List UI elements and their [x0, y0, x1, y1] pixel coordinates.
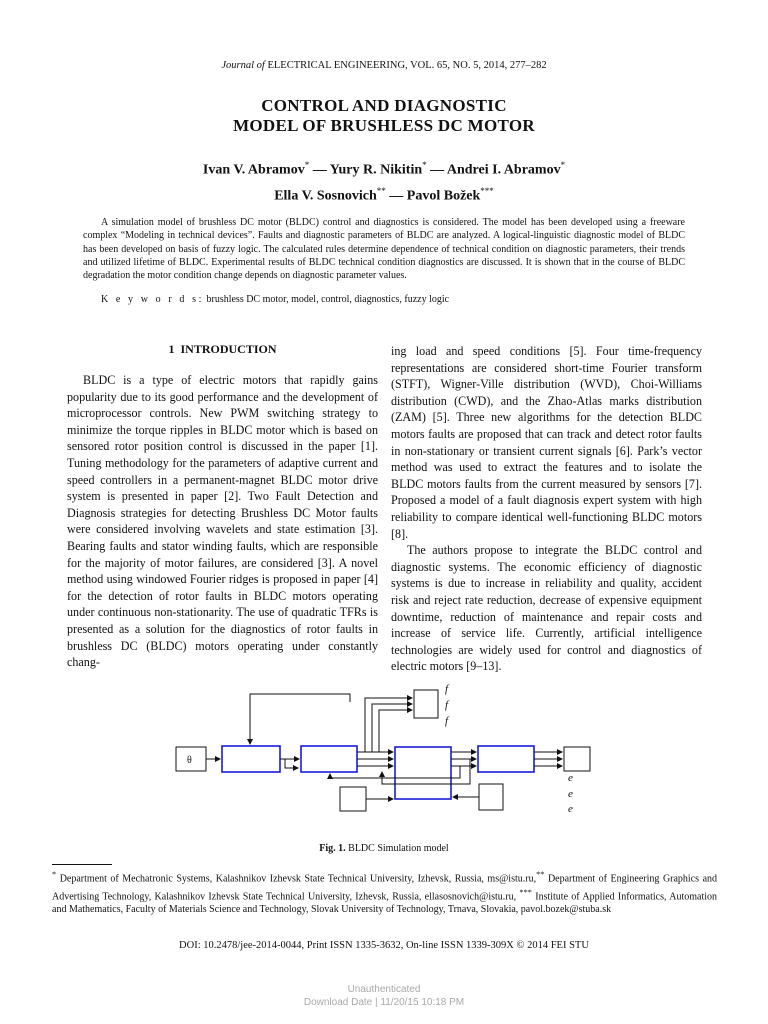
motor-block	[395, 747, 451, 799]
author-name: Pavol Božek	[406, 188, 481, 204]
author-separator: —	[309, 162, 330, 178]
paper-title-line1: CONTROL AND DIAGNOSTIC	[261, 96, 507, 115]
section-number: 1	[168, 342, 175, 356]
footnote-divider	[52, 864, 112, 865]
keywords	[101, 294, 685, 305]
watermark-line1: Unauthenticated	[347, 984, 421, 995]
body-paragraph: ing load and speed conditions [5]. Four time-frequency representations are considered short-time Fourier transform (STFT), Wigner-Ville distribution (WVD), Choi-Williams distribution (CWD), and the Zhao-Atlas marks distribution (ZAM) [5]. Three new algorithms for the detection BLDC motors faults are proposed that can track and detect rotor faults in non-stationary or transient current signals [6]. Park’s vector method was used to extract the features and to isolate the BLDC motors faults from the current measured by sensors [7]. Proposed a model of a fault diagnosis expert system with high reliability to compare identical well-functioning BLDC motors [8].	[391, 344, 702, 541]
body-paragraph: The authors propose to integrate the BLDC control and diagnostic systems. The economic efficiency of diagnostic systems is due to increase in reliability and quality, accident risk and reject rate reduction, decrease of expensive equipment downtime, reduction of maintenance and repair costs and increase of service life. Currently, artificial intelligence technologies are widely used for control and diagnostics of electric motors [9–13].	[391, 543, 702, 674]
e-label: e	[568, 772, 573, 784]
theta-label: θ	[187, 755, 192, 766]
journal-header-info: ELECTRICAL ENGINEERING, VOL. 65, NO. 5, 2014, 277–282	[267, 60, 547, 71]
body-paragraph: BLDC is a type of electric motors that rapidly gains popularity due to its good performance and the development of microprocessor controls. New PWM switching strategy to minimize the torque ripples in BLDC motor which is based on sensored rotor position control is discussed in the paper [1]. Tuning methodology for the parameters of adaptive current and speed controllers in a permanent-magnet BLDC motor drive system is presented in paper [2]. Two Fault Detection and Diagnosis strategies for detecting Brushless DC Motor faults were considered involving wavelets and state estimation [3]. Bearing faults and stator winding faults, which are responsible for the majority of motor failures, are considered [3]. A novel method using windowed Fourier ridges is proposed in paper [4] for the detection of rotor faults in BLDC motors operating under continuous non-stationarity. The use of quadratic TFRs is presented as a solution for the diagnostics of rotor faults in brushless DC (BLDC) motors operating under constantly chang-	[67, 373, 378, 670]
source-block	[340, 787, 366, 811]
author-name: Andrei I. Abramov	[446, 162, 561, 178]
controller-block-2	[301, 746, 357, 772]
abstract: A simulation model of brushless DC motor (BLDC) control and diagnostics is considered. The model has been developed using a freeware complex “Modeling in technical devices”. Faults and diagnostic parameters of BLDC are analyzed. A logical-linguistic diagnostic model of BLDC has been developed on basis of fuzzy logic. The calculated rules determine dependence of technical condition on diagnostic parameters, their trends and utilized lifetime of BLDC. Experimental results of BLDC technical condition diagnostics are discussed. It is shown that in the course of BLDC degradation the motor condition change depends on diagnostic parameter values.	[83, 217, 685, 282]
affiliation-mark: **	[376, 185, 386, 196]
e-label: e	[568, 803, 573, 815]
journal-header	[0, 60, 768, 71]
journal-header-italic: Journal of	[221, 60, 265, 71]
load-block	[479, 784, 503, 810]
output-block	[478, 746, 534, 772]
author-line-1	[0, 155, 768, 181]
f-label: f	[445, 715, 449, 727]
e-label: e	[568, 788, 573, 800]
doi-line: DOI: 10.2478/jee-2014-0044, Print ISSN 1335-3632, On-line ISSN 1339-309X © 2014 FEI STU	[179, 940, 589, 951]
footnote-mark: ***	[519, 887, 532, 897]
figure-diagram	[170, 680, 610, 820]
footnote-mark: **	[536, 870, 545, 879]
section-title: INTRODUCTION	[180, 342, 277, 356]
keywords-label: K e y w o r d s:	[101, 294, 204, 305]
footnote-text: Institute of Applied Informatics, Automation and Mathematics, Faculty of Materials Science and Technology, Slovak University of Technology, Trnava, Slovakia, pavol.bozek@stuba.sk	[52, 890, 718, 916]
paper-title	[0, 96, 768, 136]
affiliation-mark: *	[304, 160, 310, 170]
author-list	[0, 155, 768, 206]
block-diagram	[170, 680, 610, 820]
left-column	[67, 372, 378, 671]
affiliation-mark: ***	[480, 185, 494, 196]
footnote-text: Department of Engineering Graphics and Advertising Technology, Kalashnikov Izhevsk State Technical University, Izhevsk, Russia, ellasosnovich@istu.ru,	[52, 873, 718, 902]
footnote-text: Department of Mechatronic Systems, Kalashnikov Izhevsk State Technical University, Izhevsk, Russia, ms@istu.ru,	[59, 873, 537, 885]
author-line-2	[0, 181, 768, 207]
author-separator: —	[385, 188, 407, 204]
figure-caption-text: BLDC Simulation model	[348, 843, 449, 854]
paper-title-line2: MODEL OF BRUSHLESS DC MOTOR	[233, 116, 535, 135]
section-heading	[67, 342, 378, 357]
author-name: Ella V. Sosnovich	[274, 188, 377, 204]
f-label: f	[445, 683, 449, 695]
footnote-mark: *	[52, 870, 57, 879]
footnotes	[52, 868, 717, 917]
controller-block-1	[222, 746, 280, 772]
f-label: f	[445, 699, 449, 711]
figure-caption	[0, 843, 768, 854]
figure-caption-label: Fig. 1.	[319, 843, 346, 854]
author-name: Yury R. Nikitin	[329, 162, 423, 178]
keywords-text: brushless DC motor, model, control, diagnostics, fuzzy logic	[206, 294, 450, 305]
f-output-block	[414, 690, 438, 718]
access-watermark	[0, 983, 768, 1009]
affiliation-mark: *	[560, 160, 566, 170]
author-separator: —	[426, 162, 447, 178]
affiliation-mark: *	[422, 160, 427, 170]
right-column	[391, 343, 702, 675]
watermark-line2: Download Date | 11/20/15 10:18 PM	[303, 997, 465, 1008]
author-name: Ivan V. Abramov	[202, 162, 305, 178]
e-output-block	[564, 747, 590, 771]
